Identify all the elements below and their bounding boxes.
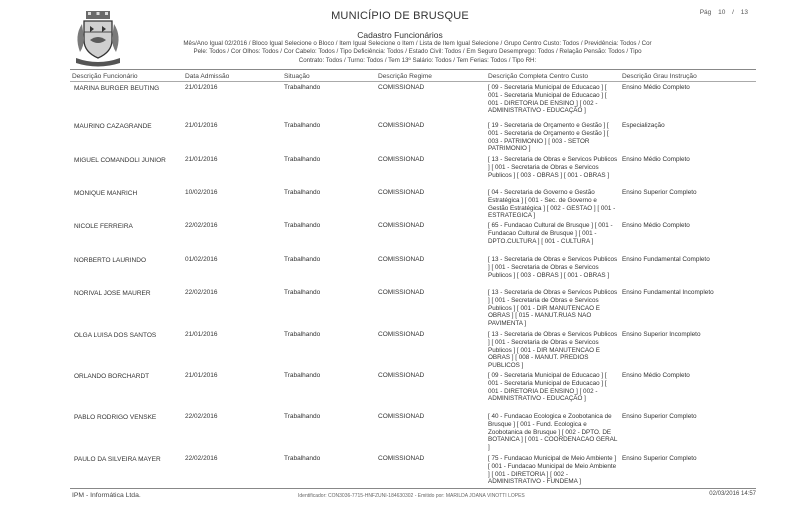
cost-center-description: [ 04 - Secretaria de Governo e Gestão Estratégica ] [ 001 - Sec. de Governo e Gestão Estratégica ] [ 002 - GESTAO ] [ 001 - ESTRATEGICA ]: [488, 189, 616, 220]
admission-date: 22/02/2016: [185, 289, 218, 296]
page-label: Pág: [699, 9, 712, 16]
column-header-name: Descrição Funcionário: [72, 73, 138, 80]
employee-name: OLGA LUISA DOS SANTOS: [74, 332, 157, 339]
table-row: [0, 455, 800, 489]
page-total: 13: [740, 9, 748, 16]
footer-divider: [70, 488, 756, 489]
education-level: Ensino Médio Completo: [622, 84, 690, 91]
employee-name: MARINA BURGER BEUTING: [74, 85, 160, 92]
table-row: [0, 372, 800, 406]
admission-date: 21/01/2016: [185, 331, 218, 338]
employee-name: NORIVAL JOSE MAURER: [74, 290, 151, 297]
education-level: Ensino Fundamental Incompleto: [622, 289, 714, 296]
admission-date: 22/02/2016: [185, 455, 218, 462]
employment-status: Trabalhando: [284, 372, 321, 379]
regime-description: COMISSIONAD: [378, 84, 425, 91]
cost-center-description: [ 09 - Secretaria Municipal de Educacao ] [ 001 - Secretaria Municipal de Educacao ] [ 001 - DIRETORIA DE ENSINO ] [ 002 - ADMINISTRATIVO - EDUCAÇÃO ]: [488, 84, 607, 115]
filter-line: Pele: Todos / Cor Olhos: Todos / Cor Cabelo: Todos / Tipo Deficiência: Todos / Estado Civil: Todos / Em Seguro Desemprego: Todos / Relação Pensão: Todos / Tipo: [193, 48, 642, 56]
page-indicator: [695, 9, 748, 16]
regime-description: COMISSIONAD: [378, 331, 425, 338]
employment-status: Trabalhando: [284, 156, 321, 163]
employee-name: NORBERTO LAURINDO: [74, 257, 146, 264]
column-header-regime: Descrição Regime: [378, 73, 432, 80]
column-header-admission: Data Admissão: [185, 73, 230, 80]
regime-description: COMISSIONAD: [378, 372, 425, 379]
employment-status: Trabalhando: [284, 256, 321, 263]
regime-description: COMISSIONAD: [378, 122, 425, 129]
employee-name: MIGUEL COMANDOLI JUNIOR: [74, 157, 166, 164]
table-row: [0, 189, 800, 223]
table-row: [0, 156, 800, 190]
column-header-cost-center: Descrição Completa Centro Custo: [488, 73, 589, 80]
admission-date: 21/01/2016: [185, 156, 218, 163]
employee-name: PAULO DA SILVEIRA MAYER: [74, 456, 161, 463]
column-header-education: Descrição Grau Instrução: [622, 73, 697, 80]
employee-name: MAURINO CAZAGRANDE: [74, 123, 152, 130]
admission-date: 01/02/2016: [185, 256, 218, 263]
admission-date: 10/02/2016: [185, 189, 218, 196]
employment-status: Trabalhando: [284, 122, 321, 129]
table-row: [0, 331, 800, 370]
cost-center-description: [ 13 - Secretaria de Obras e Servicos Publicos ] [ 001 - Secretaria de Obras e Servicos Publicos ] [ 001 - DIR MANUTENCAO E OBRAS ] [ 008 - MANUT. PREDIOS PUBLICOS ]: [488, 331, 618, 370]
column-header-status: Situação: [284, 73, 310, 80]
regime-description: COMISSIONAD: [378, 256, 425, 263]
regime-description: COMISSIONAD: [378, 289, 425, 296]
education-level: Ensino Fundamental Completo: [622, 256, 710, 263]
column-header-divider: [70, 81, 756, 82]
filter-description: [140, 40, 695, 65]
admission-date: 21/01/2016: [185, 372, 218, 379]
employee-name: NICOLE FERREIRA: [74, 223, 133, 230]
filter-line: Contrato: Todos / Turno: Todos / Tem 13º Salário: Todos / Tem Ferias: Todos / Tipo RH:: [298, 56, 537, 64]
education-level: Ensino Médio Completo: [622, 372, 690, 379]
admission-date: 22/02/2016: [185, 413, 218, 420]
employment-status: Trabalhando: [284, 84, 321, 91]
education-level: Ensino Superior Completo: [622, 189, 697, 196]
table-row: [0, 222, 800, 256]
education-level: Ensino Superior Completo: [622, 455, 697, 462]
cost-center-description: [ 40 - Fundacao Ecologica e Zoobotanica de Brusque ] [ 001 - Fund. Ecologica e Zoobotanica de Brusque ] [ 002 - DPTO. DE BOTANICA ] [ 001 - COORDENACAO GERAL ]: [488, 413, 618, 452]
report-subtitle: Cadastro Funcionários: [357, 30, 443, 40]
page-number: 10: [718, 9, 726, 16]
table-row: [0, 122, 800, 156]
cost-center-description: [ 75 - Fundacao Municipal de Meio Ambiente ] [ 001 - Fundacao Municipal de Meio Ambiente ] [ 001 - DIRETORIA ] [ 002 - ADMINISTRATIVO - FUNDEMA ]: [488, 455, 617, 486]
page-title: MUNICÍPIO DE BRUSQUE: [331, 10, 469, 22]
employee-name: ORLANDO BORCHARDT: [74, 373, 150, 380]
admission-date: 21/01/2016: [185, 122, 218, 129]
cost-center-description: [ 09 - Secretaria Municipal de Educacao ] [ 001 - Secretaria Municipal de Educacao ] [ 001 - DIRETORIA DE ENSINO ] [ 002 - ADMINISTRATIVO - EDUCAÇÃO ]: [488, 372, 607, 403]
employment-status: Trabalhando: [284, 189, 321, 196]
employment-status: Trabalhando: [284, 289, 321, 296]
regime-description: COMISSIONAD: [378, 156, 425, 163]
employment-status: Trabalhando: [284, 413, 321, 420]
education-level: Ensino Médio Completo: [622, 156, 690, 163]
header-divider: [70, 69, 756, 70]
cost-center-description: [ 65 - Fundacao Cultural de Brusque ] [ 001 - Fundacao Cultural de Brusque ] [ 001 - DPTO.CULTURA ] [ 001 - CULTURA ]: [488, 222, 613, 245]
table-row: [0, 413, 800, 452]
regime-description: COMISSIONAD: [378, 189, 425, 196]
admission-date: 22/02/2016: [185, 222, 218, 229]
footer-identifier: Identificador: CON3036-7715-HNFZUNI-184630302 - Emitido por: MARILDA JOANA VINOTTI LOPES: [298, 493, 525, 499]
education-level: Ensino Superior Completo: [622, 413, 697, 420]
employee-name: MONIQUE MANRICH: [74, 190, 138, 197]
regime-description: COMISSIONAD: [378, 455, 425, 462]
education-level: Especialização: [622, 122, 665, 129]
education-level: Ensino Superior Incompleto: [622, 331, 701, 338]
cost-center-description: [ 13 - Secretaria de Obras e Servicos Publicos ] [ 001 - Secretaria de Obras e Servicos Publicos ] [ 003 - OBRAS ] [ 001 - OBRAS ]: [488, 256, 618, 279]
page-separator: /: [732, 9, 734, 16]
table-row: [0, 84, 800, 118]
employment-status: Trabalhando: [284, 455, 321, 462]
footer-company: IPM - Informática Ltda.: [72, 492, 141, 499]
cost-center-description: [ 13 - Secretaria de Obras e Servicos Publicos ] [ 001 - Secretaria de Obras e Servicos Publicos ] [ 003 - OBRAS ] [ 001 - OBRAS ]: [488, 156, 618, 179]
table-row: [0, 289, 800, 328]
cost-center-description: [ 13 - Secretaria de Obras e Servicos Publicos ] [ 001 - Secretaria de Obras e Servicos Publicos ] [ 001 - DIR MANUTENCAO E OBRAS ] [ 015 - MANUT.RUAS NAO PAVIMENTA ]: [488, 289, 618, 328]
admission-date: 21/01/2016: [185, 84, 218, 91]
regime-description: COMISSIONAD: [378, 222, 425, 229]
cost-center-description: [ 19 - Secretaria de Orçamento e Gestão ] [ 001 - Secretaria de Orçamento e Gestão ] [ 003 - PATRIMONIO ] [ 003 - SETOR PATRIMONIO ]: [488, 122, 609, 153]
employee-name: PABLO RODRIGO VENSKE: [74, 414, 157, 421]
filter-line: Mês/Ano Igual 02/2016 / Bloco Igual Selecione o Bloco / Item Igual Selecione o Item / Lista de Item Igual Selecione / Grupo Centro Custo: Todos / Previdência: Todos / Cor: [183, 40, 652, 47]
regime-description: COMISSIONAD: [378, 413, 425, 420]
employment-status: Trabalhando: [284, 222, 321, 229]
education-level: Ensino Médio Completo: [622, 222, 690, 229]
footer-timestamp: 02/03/2016 14:57: [709, 491, 756, 497]
table-row: [0, 256, 800, 290]
employment-status: Trabalhando: [284, 331, 321, 338]
